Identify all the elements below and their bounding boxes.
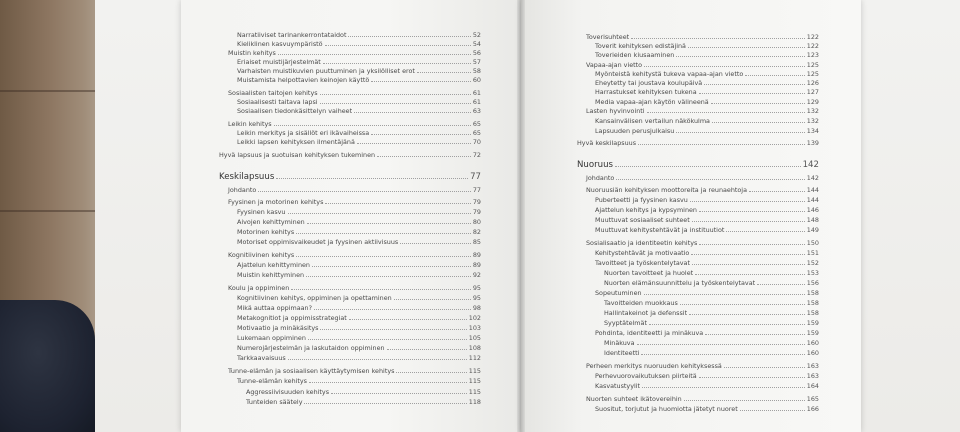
toc-page-number: 126: [806, 79, 819, 87]
toc-leader-dots: [291, 283, 471, 290]
toc-leader-dots: [296, 250, 471, 257]
toc-entry-title: Metakognitiot ja oppimisstrategiat: [237, 314, 347, 322]
toc-leader-dots: [274, 119, 471, 126]
toc-entry-title: Tarkkaavaisuus: [237, 354, 286, 362]
toc-entry: [586, 238, 819, 247]
toc-page-number: 115: [468, 388, 481, 396]
toc-entry-title: Fyysinen ja motorinen kehitys: [228, 198, 324, 206]
toc-page-number: 125: [806, 70, 819, 78]
toc-entry: [237, 333, 481, 342]
toc-entry: [604, 348, 819, 357]
toc-leader-dots: [711, 97, 805, 104]
toc-entry: [237, 217, 481, 226]
toc-entry-title: Sosialisaatio ja identiteetin kehitys: [586, 239, 698, 247]
toc-leader-dots: [641, 348, 804, 355]
toc-entry-title: Sopeutuminen: [595, 289, 642, 297]
toc-entry-title: Perhevuorovaikutuksen piirteitä: [595, 372, 697, 380]
toc-page-number: 158: [806, 309, 819, 317]
toc-entry-title: Johdanto: [228, 186, 257, 194]
toc-leader-dots: [278, 48, 471, 55]
toc-leader-dots: [676, 50, 804, 57]
toc-page-number: 159: [806, 319, 819, 327]
toc-leader-dots: [349, 313, 467, 320]
toc-leader-dots: [258, 185, 471, 192]
toc-page-number: 125: [806, 61, 819, 69]
toc-leader-dots: [631, 32, 805, 39]
toc-entry: [237, 343, 481, 352]
toc-entry-title: Sosiaalisten taitojen kehitys: [228, 89, 318, 97]
toc-entry-title: Leikki lapsen kehityksen ilmentäjänä: [237, 138, 355, 146]
toc-entry-title: Tunne-elämän kehitys: [237, 377, 308, 385]
toc-page-number: 149: [806, 226, 819, 234]
right-page: [521, 0, 861, 432]
toc-entry: [237, 376, 481, 385]
toc-entry: [237, 207, 481, 216]
toc-leader-dots: [684, 394, 805, 401]
toc-page-number: 164: [806, 382, 819, 390]
toc-entry: [237, 97, 481, 106]
toc-entry: [237, 106, 481, 115]
toc-page-number: 61: [472, 98, 481, 106]
toc-page-number: 54: [472, 40, 481, 48]
toc-entry-title: Kehitystehtävät ja motivaatio: [595, 249, 690, 257]
toc-entry: [595, 215, 819, 224]
toc-entry: [237, 227, 481, 236]
toc-entry: [586, 60, 819, 69]
toc-entry-title: Myönteistä kehitystä tukeva vapaa-ajan vietto: [595, 70, 744, 78]
toc-entry: [595, 97, 819, 106]
toc-entry-title: Nuorten tavoitteet ja huolet: [604, 269, 694, 277]
toc-leader-dots: [309, 376, 467, 383]
toc-entry-title: Hyvä lapsuus ja suotuisan kehityksen tukeminen: [219, 151, 376, 159]
toc-entry: [595, 41, 819, 50]
toc-entry: [595, 258, 819, 267]
toc-page-number: 118: [468, 398, 481, 406]
toc-entry: [237, 303, 481, 312]
toc-page-number: 129: [806, 98, 819, 106]
toc-entry: [586, 185, 819, 194]
toc-page-number: 79: [472, 198, 481, 206]
toc-entry-title: Keskilapsuus: [219, 172, 275, 182]
toc-page-number: 115: [468, 377, 481, 385]
toc-leader-dots: [323, 57, 471, 64]
toc-page-number: 132: [806, 117, 819, 125]
toc-page-number: 139: [806, 139, 819, 147]
toc-entry: [595, 50, 819, 59]
toc-entry-title: Minäkuva: [604, 339, 635, 347]
toc-page-number: 122: [806, 42, 819, 50]
toc-leader-dots: [314, 303, 471, 310]
toc-entry-title: Harrastukset kehityksen tukena: [595, 88, 697, 96]
toc-page-number: 115: [468, 367, 481, 375]
toc-entry-title: Muistin kehittyminen: [237, 271, 305, 279]
toc-page-number: 89: [472, 261, 481, 269]
toc-leader-dots: [740, 404, 805, 411]
toc-leader-dots: [644, 60, 805, 67]
toc-page-number: 98: [472, 304, 481, 312]
toc-entry-title: Leikin kehitys: [228, 120, 272, 128]
toc-entry: [228, 119, 481, 128]
toc-page-number: 159: [806, 329, 819, 337]
toc-entry-title: Tavoitteiden muokkaus: [604, 299, 678, 307]
toc-entry-title: Aivojen kehittyminen: [237, 218, 305, 226]
toc-entry-title: Johdanto: [586, 174, 615, 182]
toc-entry-title: Tavoitteet ja työskentelytavat: [595, 259, 690, 267]
toc-entry-title: Tunne-elämän ja sosiaalisen käyttäytymisen kehitys: [228, 367, 395, 375]
toc-entry: [595, 288, 819, 297]
toc-leader-dots: [325, 197, 470, 204]
toc-leader-dots: [699, 238, 804, 245]
toc-page-number: 144: [806, 196, 819, 204]
toc-entry: [604, 268, 819, 277]
toc-entry-title: Nuorten suhteet ikätovereihin: [586, 395, 682, 403]
toc-entry: [586, 394, 819, 403]
toc-entry-title: Identiteetti: [604, 349, 640, 357]
toc-entry: [604, 278, 819, 287]
toc-entry-title: Sosiaalisen tiedonkäsittelyn vaiheet: [237, 107, 353, 115]
toc-page-number: 89: [472, 251, 481, 259]
toc-leader-dots: [699, 87, 805, 94]
toc-leader-dots: [705, 328, 805, 335]
toc-entry-title: Kasvatustyylit: [595, 382, 641, 390]
toc-entry-title: Lasten hyvinvointi: [586, 107, 645, 115]
toc-entry: [237, 128, 481, 137]
toc-page-number: 152: [806, 259, 819, 267]
toc-leader-dots: [307, 217, 471, 224]
toc-page-number: 163: [806, 372, 819, 380]
toc-leader-dots: [354, 106, 471, 113]
toc-leader-dots: [325, 39, 471, 46]
toc-entry: [595, 126, 819, 135]
toc-page-number: 158: [806, 289, 819, 297]
toc-entry-title: Mikä auttaa oppimaan?: [237, 304, 312, 312]
toc-leader-dots: [704, 78, 805, 85]
toc-entry: [237, 66, 481, 75]
toc-entry: [595, 195, 819, 204]
toc-entry: [228, 48, 481, 57]
toc-entry-title: Motivaatio ja minäkäsitys: [237, 324, 319, 332]
toc-leader-dots: [387, 343, 467, 350]
toc-page-number: 132: [806, 107, 819, 115]
toc-entry-title: Lukemaan oppiminen: [237, 334, 306, 342]
toc-entry: [595, 248, 819, 257]
toc-entry: [595, 371, 819, 380]
toc-page-number: 108: [468, 344, 481, 352]
toc-page-number: 165: [806, 395, 819, 403]
toc-entry-title: Nuorten elämänsuunnittelu ja työskentelytavat: [604, 279, 756, 287]
toc-leader-dots: [642, 381, 805, 388]
toc-entry-title: Muuttuvat kehitystehtävät ja instituutiot: [595, 226, 725, 234]
toc-page-number: 70: [472, 138, 481, 146]
toc-leader-dots: [692, 258, 805, 265]
toc-page-number: 163: [806, 362, 819, 370]
toc-page-number: 80: [472, 218, 481, 226]
toc-entry: [604, 338, 819, 347]
toc-entry: [228, 185, 481, 194]
toc-entry: [595, 205, 819, 214]
toc-leader-dots: [691, 248, 804, 255]
toc-leader-dots: [357, 137, 471, 144]
toc-entry-title: Hallintakeinot ja defenssit: [604, 309, 688, 317]
toc-entry: [237, 260, 481, 269]
toc-leader-dots: [276, 172, 468, 179]
toc-leader-dots: [288, 207, 471, 214]
toc-page-number: 95: [472, 284, 481, 292]
toc-page-number: 60: [472, 76, 481, 84]
toc-page-number: 65: [472, 129, 481, 137]
toc-entry-title: Hyvä keskilapsuus: [577, 139, 637, 147]
toc-page-number: 112: [468, 354, 481, 362]
toc-entry: [228, 366, 481, 375]
toc-entry-title: Nuoruus: [577, 160, 614, 170]
toc-leader-dots: [331, 387, 467, 394]
toc-entry-title: Toverisuhteet: [586, 33, 630, 41]
toc-entry: [237, 237, 481, 246]
toc-entry: [586, 173, 819, 182]
toc-entry: [237, 39, 481, 48]
toc-page-number: 134: [806, 127, 819, 135]
toc-entry: [237, 323, 481, 332]
toc-entry-title: Fyysinen kasvu: [237, 208, 286, 216]
toc-entry-title: Muistin kehitys: [228, 49, 276, 57]
toc-entry-title: Varhaisten muistikuvien puuttuminen ja yksilölliset erot: [237, 67, 415, 75]
toc-page-number: 150: [806, 239, 819, 247]
toc-chapter-heading: [219, 172, 481, 184]
toc-entry-title: Leikin merkitys ja sisällöt eri ikävaiheissa: [237, 129, 370, 137]
toc-entry-title: Pohdinta, identiteetti ja minäkuva: [595, 329, 704, 337]
toc-entry: [246, 387, 481, 396]
toc-page-number: 151: [806, 249, 819, 257]
toc-leader-dots: [726, 225, 804, 232]
toc-leader-dots: [680, 298, 805, 305]
toc-entry: [237, 30, 481, 39]
toc-page-number: 57: [472, 58, 481, 66]
toc-page-number: 122: [806, 33, 819, 41]
toc-page-number: 63: [472, 107, 481, 115]
toc-page-number: 72: [472, 151, 481, 159]
toc-page-number: 61: [472, 89, 481, 97]
toc-entry-title: Narratiiviset tarinankerrontataidot: [237, 31, 347, 39]
toc-leader-dots: [396, 366, 466, 373]
toc-entry: [237, 293, 481, 302]
toc-entry-title: Ajattelun kehitys ja kypsyminen: [595, 206, 697, 214]
toc-leader-dots: [637, 338, 805, 345]
toc-entry-title: Puberteetti ja fyysinen kasvu: [595, 196, 688, 204]
toc-page-number: 166: [806, 405, 819, 413]
toc-leader-dots: [377, 150, 471, 157]
toc-entry-title: Kansainvälisen vertailun näkökulma: [595, 117, 710, 125]
toc-page-number: 58: [472, 67, 481, 75]
toc-entry-title: Kognitiivinen kehitys: [228, 251, 295, 259]
toc-page-number: 82: [472, 228, 481, 236]
toc-entry-title: Nuoruusiän kehityksen moottoreita ja reunaehtoja: [586, 186, 747, 194]
toc-page-number: 105: [468, 334, 481, 342]
toc-entry-title: Toverieiden kiusaaminen: [595, 51, 675, 59]
toc-page-number: 160: [806, 349, 819, 357]
toc-leader-dots: [371, 128, 471, 135]
toc-entry-title: Lapsuuden perusjulkaisu: [595, 127, 675, 135]
toc-chapter-heading: [577, 160, 819, 172]
toc-entry: [595, 116, 819, 125]
toc-leader-dots: [320, 97, 471, 104]
toc-leader-dots: [615, 160, 801, 167]
toc-leader-dots: [638, 138, 805, 145]
toc-page-number: 52: [472, 31, 481, 39]
toc-page-number: 142: [806, 174, 819, 182]
toc-leader-dots: [749, 185, 805, 192]
toc-entry: [237, 57, 481, 66]
toc-entry: [237, 353, 481, 362]
toc-entry: [604, 298, 819, 307]
toc-entry-title: Aggressiivisuuden kehitys: [246, 388, 330, 396]
toc-page-number: 92: [472, 271, 481, 279]
toc-entry: [604, 318, 819, 327]
toc-page-number: 144: [806, 186, 819, 194]
toc-leader-dots: [288, 353, 467, 360]
toc-leader-dots: [699, 205, 805, 212]
toc-page-number: 142: [802, 160, 819, 170]
toc-entry-title: Kieliklinen kasvuympäristö: [237, 40, 323, 48]
dark-cushion: [0, 300, 95, 432]
toc-entry: [237, 137, 481, 146]
toc-entry: [595, 328, 819, 337]
toc-entry-title: Syyptätelmät: [604, 319, 647, 327]
toc-entry: [228, 283, 481, 292]
toc-leader-dots: [400, 237, 471, 244]
toc-entry-title: Vapaa-ajan vietto: [586, 61, 643, 69]
toc-leader-dots: [676, 126, 805, 133]
toc-entry: [586, 106, 819, 115]
toc-page-number: 77: [470, 172, 481, 182]
toc-entry-title: Muistamista helpottavien keinojen käyttö: [237, 76, 370, 84]
toc-page-number: 79: [472, 208, 481, 216]
toc-entry: [228, 88, 481, 97]
toc-entry-title: Suositut, torjutut ja huomiotta jätetyt nuoret: [595, 405, 738, 413]
toc-entry-title: Numerojärjestelmän ja laskutaidon oppiminen: [237, 344, 385, 352]
toc-leader-dots: [695, 268, 805, 275]
toc-entry: [595, 404, 819, 413]
toc-page-number: 146: [806, 206, 819, 214]
toc-entry-title: Tunteiden säätely: [246, 398, 303, 406]
toc-leader-dots: [699, 371, 805, 378]
toc-leader-dots: [320, 323, 466, 330]
toc-entry-title: Media vapaa-ajan käytön välineenä: [595, 98, 709, 106]
toc-leader-dots: [306, 270, 471, 277]
toc-leader-dots: [417, 66, 471, 73]
toc-entry-title: Ajattelun kehittyminen: [237, 261, 310, 269]
toc-entry-title: Motorinen kehitys: [237, 228, 295, 236]
toc-page-number: 95: [472, 294, 481, 302]
toc-leader-dots: [690, 195, 805, 202]
toc-entry: [228, 250, 481, 259]
toc-entry-title: Kognitiivinen kehitys, oppiminen ja opettaminen: [237, 294, 392, 302]
toc-entry: [228, 197, 481, 206]
toc-leader-dots: [689, 308, 805, 315]
toc-page-number: 65: [472, 120, 481, 128]
toc-entry: [237, 270, 481, 279]
toc-leader-dots: [312, 260, 471, 267]
toc-entry-title: Motoriset oppimisvaikeudet ja fyysinen aktiivisuus: [237, 238, 399, 246]
toc-leader-dots: [296, 227, 471, 234]
toc-page-number: 103: [468, 324, 481, 332]
toc-leader-dots: [304, 397, 466, 404]
toc-entry-title: Eriaiset muistijärjestelmät: [237, 58, 321, 66]
toc-leader-dots: [757, 278, 805, 285]
toc-entry: [246, 397, 481, 406]
toc-leader-dots: [616, 173, 805, 180]
toc-entry: [595, 78, 819, 87]
toc-leader-dots: [688, 41, 805, 48]
toc-page-number: 85: [472, 238, 481, 246]
toc-entry: [595, 87, 819, 96]
toc-leader-dots: [647, 106, 805, 113]
toc-leader-dots: [724, 361, 805, 368]
book-gutter: [517, 0, 525, 432]
toc-page-number: 56: [472, 49, 481, 57]
toc-entry-title: Toverit kehityksen edistäjinä: [595, 42, 686, 50]
toc-entry: [595, 381, 819, 390]
toc-entry: [604, 308, 819, 317]
toc-leader-dots: [371, 75, 471, 82]
toc-entry-title: Eheytetty tai joustava koulupäivä: [595, 79, 703, 87]
toc-page-number: 160: [806, 339, 819, 347]
toc-page-number: 102: [468, 314, 481, 322]
toc-leader-dots: [348, 30, 470, 37]
toc-leader-dots: [308, 333, 467, 340]
toc-entry-title: Koulu ja oppiminen: [228, 284, 290, 292]
toc-entry: [586, 32, 819, 41]
toc-entry: [595, 225, 819, 234]
toc-entry: [219, 150, 481, 159]
toc-leader-dots: [644, 288, 805, 295]
toc-leader-dots: [712, 116, 805, 123]
toc-page-number: 158: [806, 299, 819, 307]
toc-page-number: 156: [806, 279, 819, 287]
toc-leader-dots: [394, 293, 471, 300]
toc-entry: [237, 75, 481, 84]
toc-leader-dots: [692, 215, 805, 222]
toc-entry: [577, 138, 819, 147]
toc-entry-title: Muuttuvat sosiaaliset suhteet: [595, 216, 690, 224]
toc-leader-dots: [320, 88, 471, 95]
toc-entry-title: Sosiaalisesti taitava lapsi: [237, 98, 318, 106]
toc-page-number: 127: [806, 88, 819, 96]
toc-page-number: 123: [806, 51, 819, 59]
toc-leader-dots: [649, 318, 805, 325]
left-page: [181, 0, 521, 432]
toc-page-number: 153: [806, 269, 819, 277]
toc-leader-dots: [745, 69, 805, 76]
toc-entry: [595, 69, 819, 78]
toc-entry: [237, 313, 481, 322]
toc-page-number: 148: [806, 216, 819, 224]
toc-entry-title: Perheen merkitys nuoruuden kehityksessä: [586, 362, 722, 370]
toc-page-number: 77: [472, 186, 481, 194]
toc-entry: [586, 361, 819, 370]
